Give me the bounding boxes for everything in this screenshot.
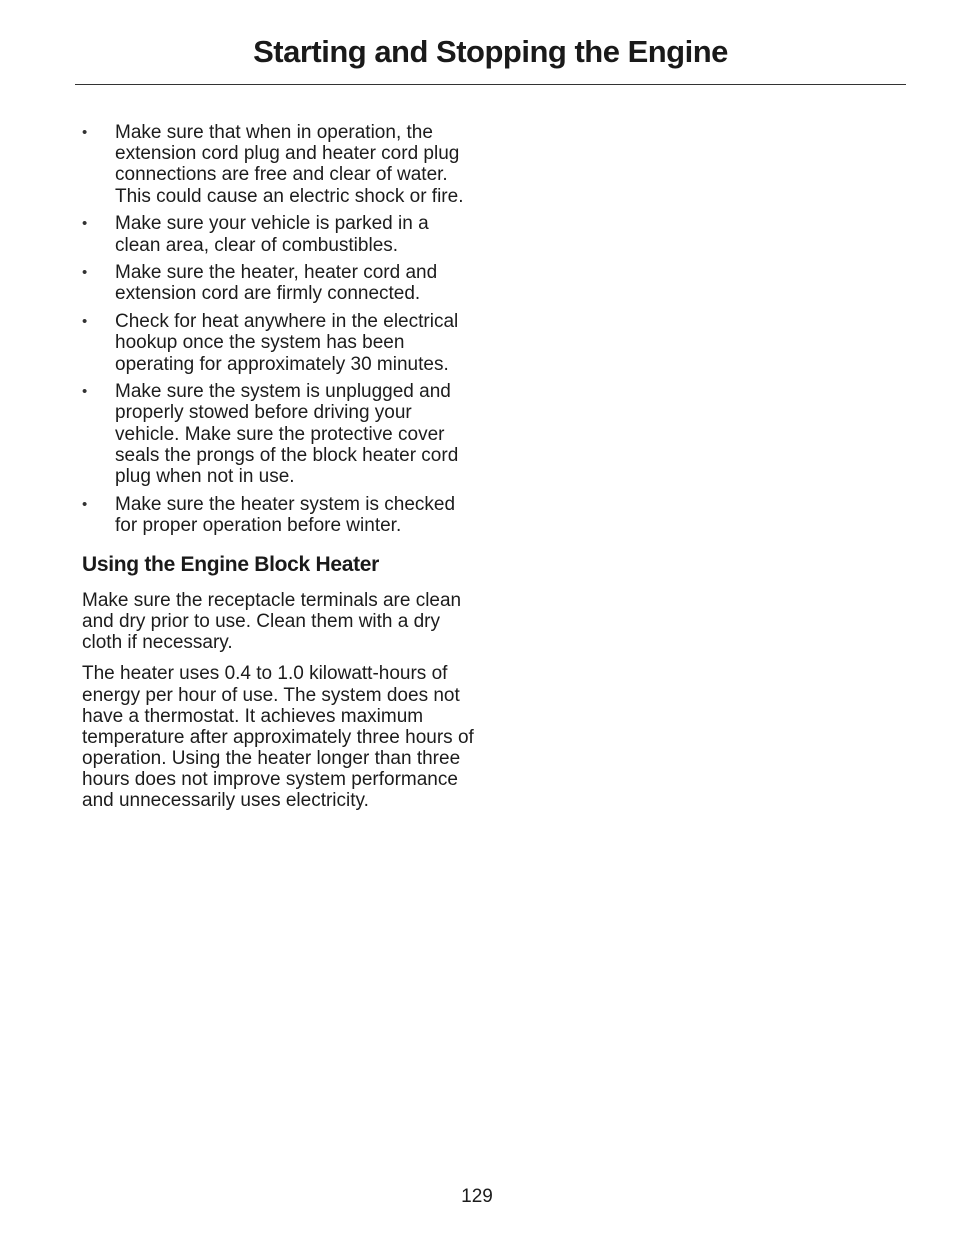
bullet-text: Make sure your vehicle is parked in a clean area, clear of combustibles.: [115, 213, 429, 256]
bullet-item: [82, 122, 474, 207]
paragraph: Make sure the receptacle terminals are clean and dry prior to use. Clean them with a dry cloth if necessary.: [82, 590, 462, 654]
bullet-item: [82, 494, 474, 536]
bullet-marker: •: [82, 264, 88, 282]
page-title: Starting and Stopping the Engine: [253, 34, 728, 69]
bullet-text: Make sure the system is unplugged and properly stowed before driving your vehicle. Make sure the protective cover seals the prongs of the block heater cord plug when not in use.: [115, 381, 459, 488]
bullet-marker: •: [82, 313, 88, 331]
bullet-item: [82, 311, 474, 375]
bullet-marker: •: [82, 215, 88, 233]
bullet-marker: •: [82, 383, 88, 401]
paragraph: The heater uses 0.4 to 1.0 kilowatt-hours of energy per hour of use. The system does not have a thermostat. It achieves maximum temperature after approximately three hours of operation. Using the heater longer than three hours does not improve system performance and unnecessarily uses electricity.: [82, 663, 474, 811]
bullet-text: Check for heat anywhere in the electrical hookup once the system has been operating for approximately 30 minutes.: [115, 311, 459, 375]
bullet-text: Make sure the heater system is checked for proper operation before winter.: [115, 493, 456, 536]
bullet-text: Make sure that when in operation, the extension cord plug and heater cord plug connections are free and clear of water. This could cause an electric shock or fire.: [115, 122, 464, 207]
title-divider: [75, 84, 906, 85]
page-number: 129: [461, 1186, 493, 1207]
main-column: [82, 122, 474, 821]
bullet-item: [82, 262, 474, 304]
safety-bullet-list: [82, 122, 474, 536]
bullet-marker: •: [82, 124, 88, 141]
bullet-item: [82, 213, 474, 255]
bullet-item: [82, 381, 474, 487]
bullet-marker: •: [82, 495, 88, 513]
bullet-text: Make sure the heater, heater cord and extension cord are firmly connected.: [115, 262, 438, 305]
section-heading: Using the Engine Block Heater: [82, 553, 380, 577]
